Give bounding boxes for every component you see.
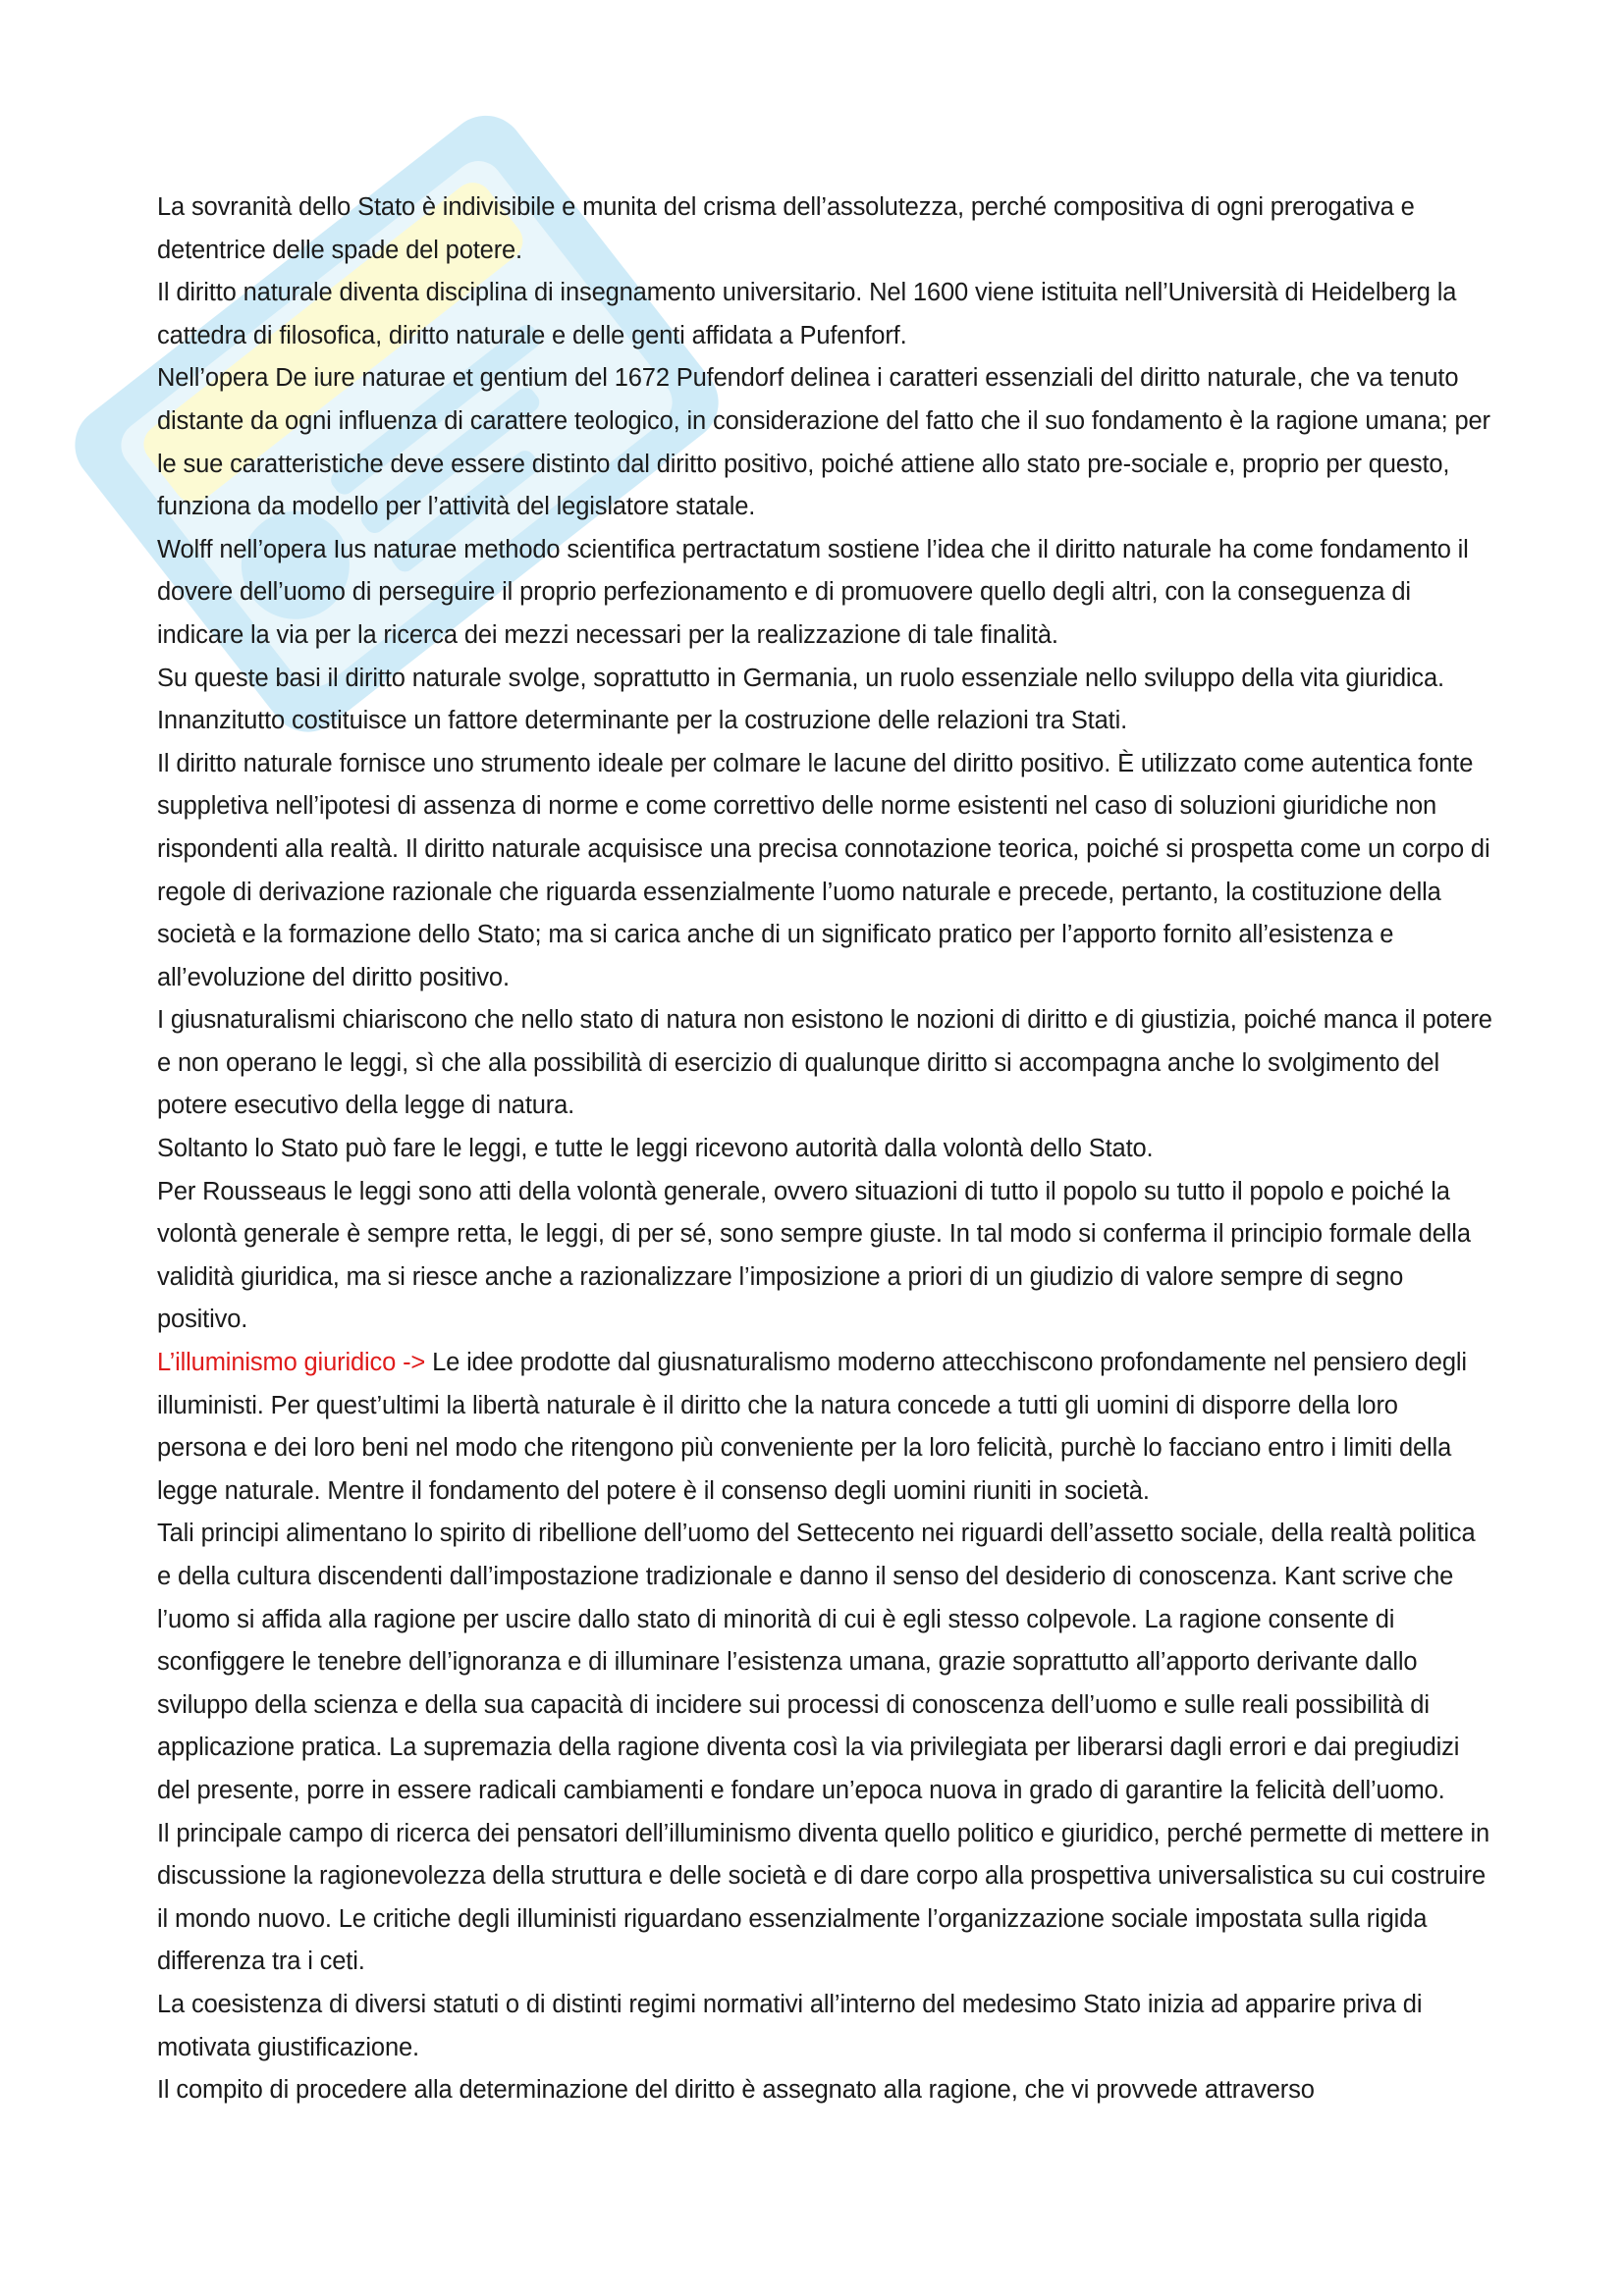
paragraph: I giusnaturalismi chiariscono che nello stato di natura non esistono le nozioni di diritto e di giustizia, poiché manca il potere e non operano le leggi, sì che alla possibilità di esercizio di qualunque diritto si accompagna anche lo svolgimento del potere esecutivo della legge di natura. bbox=[157, 1006, 1492, 1120]
paragraph: Su queste basi il diritto naturale svolge, soprattutto in Germania, un ruolo essenziale nello sviluppo della vita giuridica. bbox=[157, 664, 1444, 692]
paragraph: Soltanto lo Stato può fare le leggi, e tutte le leggi ricevono autorità dalla volontà dello Stato. bbox=[157, 1135, 1154, 1163]
section-heading: L’illuminismo giuridico -> bbox=[157, 1349, 426, 1377]
paragraph: Per Rousseaus le leggi sono atti della volontà generale, ovvero situazioni di tutto il popolo su tutto il popolo e poiché la volontà generale è sempre retta, le leggi, di per sé, sono sempre giuste. In tal modo si conferma il principio formale della validità giuridica, ma si riesce anche a razionalizzare l’imposizione a priori di un giudizio di valore sempre di segno positivo. bbox=[157, 1177, 1471, 1334]
paragraph: La coesistenza di diversi statuti o di distinti regimi normativi all’interno del medesimo Stato inizia ad apparire priva di motivata giustificazione. bbox=[157, 1990, 1423, 2061]
paragraph: Wolff nell’opera Ius naturae methodo scientifica pertractatum sostiene l’idea che il diritto naturale ha come fondamento il dovere dell’uomo di perseguire il proprio perfezionamento e di promuovere quello degli altri, con la conseguenza di indicare la via per la ricerca dei mezzi necessari per la realizzazione di tale finalità. bbox=[157, 535, 1469, 649]
paragraph: Il diritto naturale fornisce uno strumento ideale per colmare le lacune del diritto positivo. È utilizzato come autentica fonte suppletiva nell’ipotesi di assenza di norme e come correttivo delle norme esistenti nel caso di soluzioni giuridiche non rispondenti alla realtà. Il diritto naturale acquisisce una precisa connotazione teorica, poiché si prospetta come un corpo di regole di derivazione razionale che riguarda essenzialmente l’uomo naturale e precede, pertanto, la costituzione della società e la formazione dello Stato; ma si carica anche di un significato pratico per l’apporto fornito all’esistenza e all’evoluzione del diritto positivo. bbox=[157, 749, 1490, 991]
paragraph: La sovranità dello Stato è indivisibile e munita del crisma dell’assolutezza, perché compositiva di ogni prerogativa e detentrice delle spade del potere. bbox=[157, 193, 1415, 264]
paragraph: Il principale campo di ricerca dei pensatori dell’illuminismo diventa quello politico e giuridico, perché permette di mettere in discussione la ragionevolezza della struttura e delle società e di dare corpo alla prospettiva universalistica su cui costruire il mondo nuovo. Le critiche degli illuministi riguardano essenzialmente l’organizzazione sociale impostata sulla rigida differenza tra i ceti. bbox=[157, 1819, 1490, 1976]
document-body bbox=[157, 187, 1492, 2112]
paragraph: Il compito di procedere alla determinazione del diritto è assegnato alla ragione, che vi provvede attraverso bbox=[157, 2076, 1315, 2105]
paragraph: Nell’opera De iure naturae et gentium del 1672 Pufendorf delinea i caratteri essenziali del diritto naturale, che va tenuto distante da ogni influenza di carattere teologico, in considerazione del fatto che il suo fondamento è la ragione umana; per le sue caratteristiche deve essere distinto dal diritto positivo, poiché attiene allo stato pre-sociale e, proprio per questo, funziona da modello per l’attività del legislatore statale. bbox=[157, 364, 1490, 521]
paragraph: Il diritto naturale diventa disciplina di insegnamento universitario. Nel 1600 viene istituita nell’Università di Heidelberg la cattedra di filosofica, diritto naturale e delle genti affidata a Pufenforf. bbox=[157, 279, 1457, 349]
paragraph: Tali principi alimentano lo spirito di ribellione dell’uomo del Settecento nei riguardi dell’assetto sociale, della realtà politica e della cultura discendenti dall’impostazione tradizionale e danno il senso del desiderio di conoscenza. Kant scrive che l’uomo si affida alla ragione per uscire dallo stato di minorità di cui è egli stesso colpevole. La ragione consente di sconfiggere le tenebre dell’ignoranza e di illuminare l’esistenza umana, grazie soprattutto all’apporto derivante dallo sviluppo della scienza e della sua capacità di incidere sui processi di conoscenza dell’uomo e sulle reali possibilità di applicazione pratica. La supremazia della ragione diventa così la via privilegiata per liberarsi dagli errori e dai pregiudizi del presente, porre in essere radicali cambiamenti e fondare un’epoca nuova in grado di garantire la felicità dell’uomo. bbox=[157, 1520, 1476, 1804]
paragraph: Innanzitutto costituisce un fattore determinante per la costruzione delle relazioni tra Stati. bbox=[157, 707, 1128, 735]
paragraph-text: Le idee prodotte dal giusnaturalismo moderno attecchiscono profondamente nel pensiero degli illuministi. Per quest’ultimi la libertà naturale è il diritto che la natura concede a tutti gli uomini di disporre della loro persona e dei loro beni nel modo che ritengono più conveniente per la loro felicità, purchè lo facciano entro i limiti della legge naturale. Mentre il fondamento del potere è il consenso degli uomini riuniti in società. bbox=[157, 1349, 1467, 1505]
paragraph-illuminismo bbox=[157, 1342, 1492, 1513]
